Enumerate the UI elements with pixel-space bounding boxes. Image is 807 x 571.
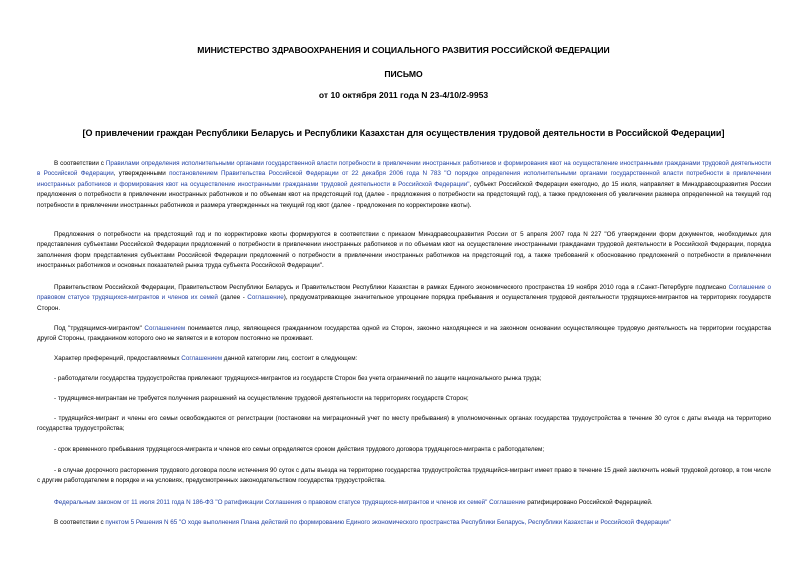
document-subject: [О привлечении граждан Республики Беларусь и Республики Казахстан для осуществления трудовой деятельности в Российской Федерации] [82,128,725,138]
list-item-1 [37,374,771,384]
paragraph-text: Характер преференций, предоставляемых [54,355,182,362]
paragraph-text: , субъект Российской Федерации ежегодно, до 15 июля, направляет в Минздравсоцразвития России предложения о потребности в привлечении иностранных работников и по объемам квот на предстоящий год (далее - предложения о потребности на предстоящий год), а также предложения об увеличении размера определенной на текущий год потребности в привлечении иностранных работников и размера утвержденных на текущий год квот (далее - предложения по корректировке квоты). [37,180,771,209]
list-item-3 [37,414,771,435]
document-link[interactable]: Правилами определения исполнительными органами государственной власти потребности в привлечении иностранных работников и формирования квот на осуществление иностранными гражданами трудовой деятельности в Российской Федерации [37,160,771,178]
paragraph-4 [37,324,771,345]
document-link[interactable]: Соглашение о правовом статусе трудящихся-мигрантов и членов их семей [37,284,772,302]
paragraph-2 [37,230,771,272]
list-item-2 [37,394,771,404]
paragraph-text: В соответствии с [54,519,106,526]
document-link[interactable]: Соглашением [144,325,186,332]
paragraph-text: , утвержденными [113,170,170,178]
document-type: ПИСЬМО [384,69,423,79]
paragraph-text: Правительством Российской Федерации, Правительством Республики Беларусь и Правительством Республики Казахстан в рамках Единого экономического пространства 19 ноября 2010 года в г.Санкт-Петербурге подписано [54,284,729,291]
paragraph-text: - трудящийся-мигрант и члены его семьи освобождаются от регистрации (постановки на миграционный учет по месту пребывания) в уполномоченных органах государства трудоустройства в течение 30 суток с даты въезда на территорию государства трудоустройства; [37,415,771,433]
document-link[interactable]: Соглашение [489,499,526,506]
paragraph-text: - в случае досрочного расторжения трудового договора после истечения 90 суток с даты въезда на территорию государства трудоустройства трудящийся-мигрант имеет право в течение 15 дней заключить новый трудовой договор, в том числе с другим работодателем в порядке и на условиях, предусмотренных законодательством государства трудоустройства. [37,467,771,485]
paragraph-text: понимается лицо, являющееся гражданином государства одной из Сторон, законно находящееся и на законном основании осуществляющее трудовую деятельность на территории государства другой Стороны, гражданином которого оно не является и в котором постоянно не проживает. [37,325,771,343]
document-link[interactable]: пунктом 5 Решения N 65 "О ходе выполнения Плана действий по формированию Единого экономического пространства Республики Беларусь, Республики Казахстан и Российской Федерации" [105,519,672,526]
paragraph-text: Под "трудящимся-мигрантом" [54,325,145,332]
document-link[interactable]: Соглашением [181,355,223,362]
document-link[interactable]: Федеральным законом от 11 июля 2011 года N 186-ФЗ "О ратификации Соглашения о правовом статусе трудящихся-мигрантов и членов их семей" [54,499,488,506]
document-link[interactable]: Соглашение [247,294,284,302]
paragraph-ratification [37,498,771,508]
paragraph-decision [37,518,771,528]
paragraph-text: - трудящимся-мигрантам не требуется получения разрешений на осуществление трудовой деятельности на территориях государств Сторон; [54,395,469,402]
paragraph-text: ), предусматривающее значительное упрощение порядка пребывания и осуществления трудовой деятельности трудящихся-мигрантов на территориях государств Сторон. [37,294,772,312]
paragraph-text: Предложения о потребности на предстоящий год и по корректировке квоты формируются в соответствии с приказом Минздравсоцразвития России от 5 апреля 2007 года N 227 "Об утверждении форм документов, необходимых для представления субъектами Российской Федерации предложений о потребности в привлечении иностранных работников и по объемам квот на осуществление иностранными гражданами трудовой деятельности в Российской Федерации, порядка заполнения форм представления субъектами Российской Федерации предложений о потребности в привлечении иностранных работников на предстоящий год, а также требований к обоснованию предложений о потребности в привлечении иностранных работников и основных показателей рынка труда субъекта Российской Федерации". [37,231,771,270]
paragraph-text: - работодатели государства трудоустройства привлекают трудящихся-мигрантов из государств Сторон без учета ограничений по защите национального рынка труда; [54,375,542,382]
paragraph-5 [37,354,771,364]
list-item-5 [37,466,771,487]
paragraph-text: ратифицировано Российской Федерацией. [525,499,653,506]
paragraph-1 [37,159,771,211]
ministry-title: МИНИСТЕРСТВО ЗДРАВООХРАНЕНИЯ И СОЦИАЛЬНОГО РАЗВИТИЯ РОССИЙСКОЙ ФЕДЕРАЦИИ [197,45,610,55]
paragraph-text: В соответствии с [54,160,106,167]
paragraph-3 [37,283,771,314]
document-date-number: от 10 октября 2011 года N 23-4/10/2-9953 [318,90,489,100]
paragraph-text: (далее - [217,294,248,302]
paragraph-text: - срок временного пребывания трудящегося-мигранта и членов его семьи определяется сроком действия трудового договора трудящегося-мигранта с работодателем; [54,446,545,453]
list-item-4 [37,445,771,455]
document-link[interactable]: постановлением Правительства Российской Федерации от 22 декабря 2006 года N 783 "О порядке определения исполнительными органами государственной власти потребности в привлечении иностранных работников и формирования квот на осуществление иностранными гражданами трудовой деятельности в Российской Федерации" [37,170,771,188]
paragraph-text: данной категории лиц, состоит в следующем: [222,355,358,362]
